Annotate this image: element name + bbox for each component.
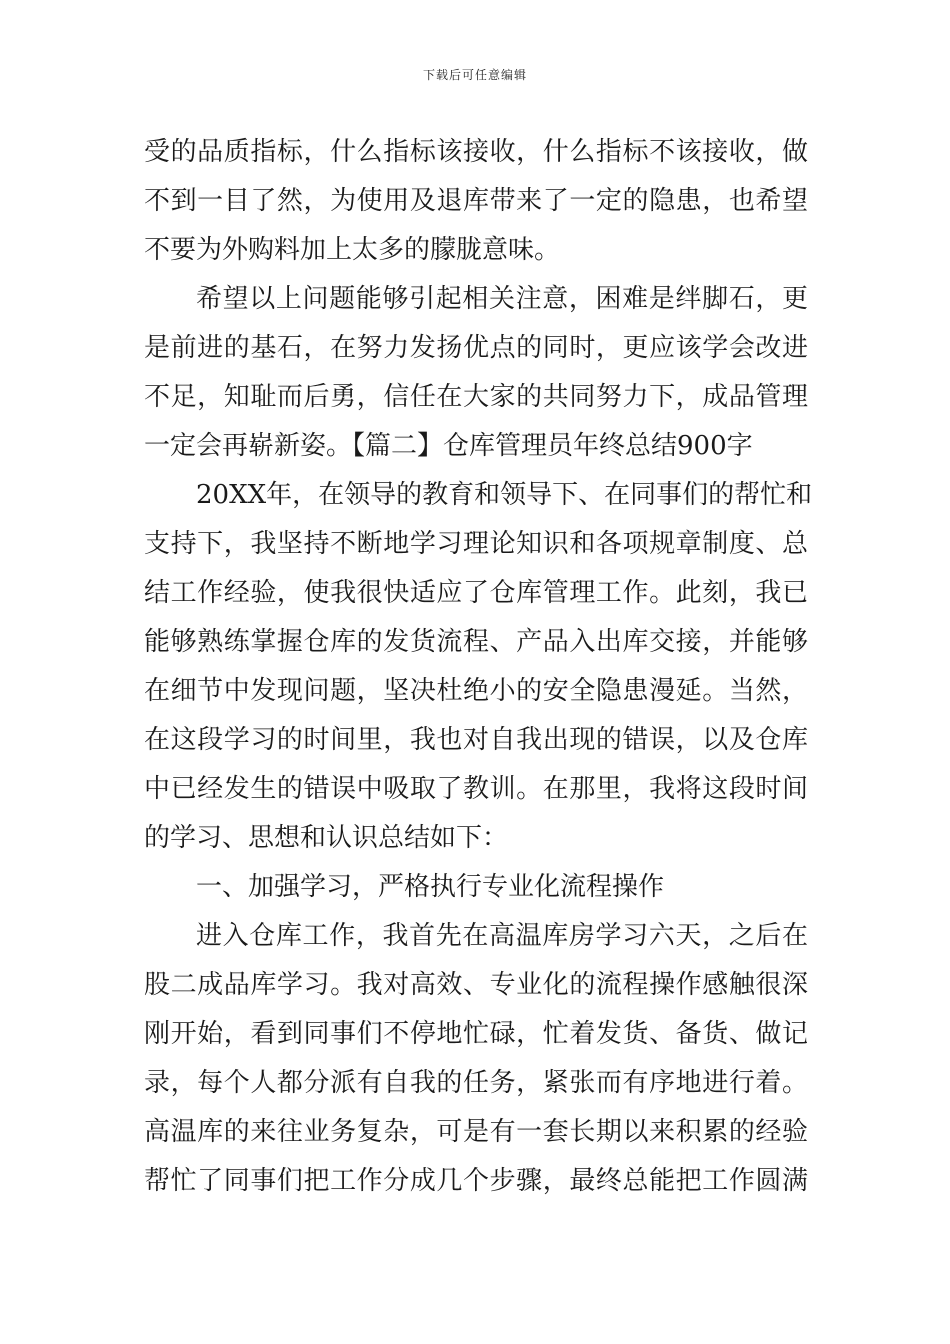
text-line: 一、加强学习，严格执行专业化流程操作 — [196, 872, 665, 902]
text-line: 结工作经验，使我很快适应了仓库管理工作。此刻，我已 — [144, 578, 808, 608]
text-line: 不要为外购料加上太多的朦胧意味。 — [144, 235, 561, 265]
text-line: 一定会再崭新姿。【篇二】仓库管理员年终总结900字 — [144, 431, 753, 461]
text-line: 中已经发生的错误中吸取了教训。在那里，我将这段时间 — [144, 774, 808, 804]
text-line: 是前进的基石，在努力发扬优点的同时，更应该学会改进 — [144, 333, 808, 363]
text-line: 刚开始，看到同事们不停地忙碌，忙着发货、备货、做记 — [144, 1019, 808, 1049]
text-line: 不足，知耻而后勇，信任在大家的共同努力下，成品管理 — [144, 382, 808, 412]
text-line: 的学习、思想和认识总结如下： — [144, 823, 509, 853]
text-line: 能够熟练掌握仓库的发货流程、产品入出库交接，并能够 — [144, 627, 808, 657]
text-line: 不到一目了然，为使用及退库带来了一定的隐患，也希望 — [144, 186, 808, 216]
text-line: 受的品质指标，什么指标该接收，什么指标不该接收，做 — [144, 137, 808, 167]
text-line: 支持下，我坚持不断地学习理论知识和各项规章制度、总 — [144, 529, 808, 559]
text-line: 希望以上问题能够引起相关注意，困难是绊脚石，更 — [196, 284, 808, 314]
text-line: 20XX年，在领导的教育和领导下、在同事们的帮忙和 — [196, 480, 813, 510]
text-line: 进入仓库工作，我首先在高温库房学习六天，之后在 — [196, 921, 808, 951]
text-line: 在细节中发现问题，坚决杜绝小的安全隐患漫延。当然， — [144, 676, 808, 706]
text-line: 高温库的来往业务复杂，可是有一套长期以来积累的经验 — [144, 1117, 808, 1147]
text-line: 在这段学习的时间里，我也对自我出现的错误，以及仓库 — [144, 725, 808, 755]
text-line: 股二成品库学习。我对高效、专业化的流程操作感触很深 — [144, 970, 808, 1000]
text-line: 录，每个人都分派有自我的任务，紧张而有序地进行着。 — [144, 1068, 808, 1098]
body-text — [144, 128, 813, 1206]
page-header: 下载后可任意编辑 — [422, 68, 527, 82]
text-line: 帮忙了同事们把工作分成几个步骤，最终总能把工作圆满 — [144, 1166, 808, 1196]
